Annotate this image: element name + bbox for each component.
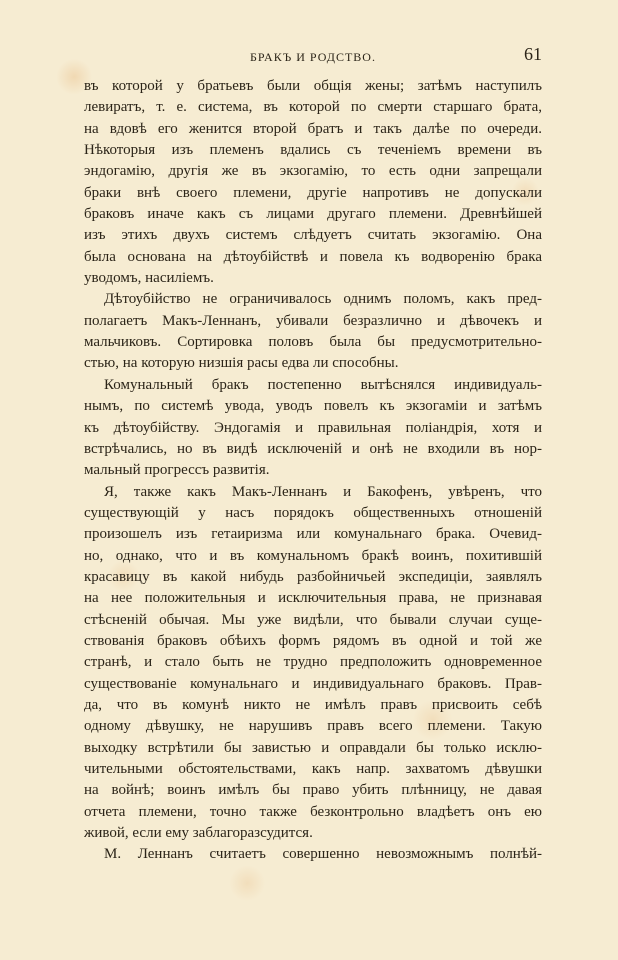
- text-line: эндогамію, другія же въ экзогамію, то есть одни запрещали: [84, 163, 542, 180]
- text-line: Комунальный бракъ постепенно вытѣснялся индивидуаль-: [104, 376, 542, 393]
- text-line: да, что въ комунѣ никто не имѣлъ правъ присвоить себѣ: [84, 696, 542, 713]
- text-line: встрѣчались, но въ видѣ исключеній и онѣ не входили въ нор-: [84, 440, 542, 457]
- text-line: была основана на дѣтоубійствѣ и повела къ водворенію брака: [84, 248, 542, 265]
- text-line: изъ этихъ двухъ системъ слѣдуетъ считать экзогамію. Она: [84, 227, 542, 244]
- text-line: стѣсненій обычая. Мы уже видѣли, что бывали случаи суще-: [84, 611, 542, 628]
- text-line: ствованія браковъ обѣихъ формъ рядомъ въ одной и той же: [84, 632, 542, 649]
- text-line: на вдовѣ его женится второй братъ и такъ далѣе по очереди.: [84, 120, 542, 137]
- text-line: мальчиковъ. Сортировка половъ была бы предусмотрительно-: [84, 334, 542, 351]
- text-line: Нѣкоторыя изъ племенъ вдались съ теченіемъ времени въ: [84, 142, 542, 159]
- text-line: уводомъ, насиліемъ.: [84, 270, 214, 287]
- text-line: Я, также какъ Макъ-Леннанъ и Бакофенъ, увѣренъ, что: [104, 483, 542, 500]
- text-line: чительными обстоятельствами, какъ напр. захватомъ дѣвушки: [84, 761, 542, 777]
- text-line: отчета племени, точно также безконтрольно владѣетъ онъ ею: [84, 803, 542, 820]
- text-line: одному дѣвушку, не нарушивъ правъ всего племени. Такую: [84, 718, 542, 735]
- text-line: къ дѣтоубійству. Эндогамія и правильная поліандрія, хотя и: [84, 419, 542, 436]
- text-line: нымъ, по системѣ увода, уводъ повелъ къ экзогаміи и затѣмъ: [84, 398, 542, 415]
- text-line: странѣ, и стало быть не трудно предположить одновременное: [84, 654, 542, 671]
- page-number: 61: [524, 44, 542, 64]
- running-title: БРАКЪ И РОДСТВО.: [250, 50, 376, 64]
- text-line: существующій у насъ порядокъ общественныхъ отношеній: [84, 504, 542, 521]
- text-line: на войнѣ; воинъ имѣлъ бы право убить плѣнницу, не давая: [84, 782, 542, 799]
- text-line: живой, если ему заблагоразсудится.: [84, 825, 313, 842]
- text-line: Дѣтоубійство не ограничивалось однимъ поломъ, какъ пред-: [104, 291, 542, 308]
- body-text: [84, 76, 542, 866]
- page-header: [84, 44, 542, 74]
- text-line: существованіе комунальнаго и индивидуальнаго браковъ. Прав-: [84, 675, 542, 692]
- text-line: въ которой у братьевъ были общія жены; затѣмъ наступилъ: [84, 78, 542, 94]
- text-line: красавицу въ какой нибудь разбойничьей экспедиціи, заявлялъ: [84, 568, 542, 585]
- text-line: на нее положительныя и исключительныя права, не признавая: [84, 590, 542, 607]
- text-line: произошелъ изъ гетаиризма или комунальнаго брака. Очевид-: [84, 526, 542, 543]
- text-line: полагаетъ Макъ-Леннанъ, убивали безразлично и дѣвочекъ и: [84, 312, 542, 329]
- text-line: выходку встрѣтили бы завистью и оправдали бы только исклю-: [84, 739, 542, 756]
- text-line: браки внѣ своего племени, другіе напротивъ не допускали: [84, 184, 542, 201]
- text-line: стью, на которую низшія расы едва ли способны.: [84, 355, 399, 372]
- text-line: но, однако, что и въ комунальномъ бракѣ воинъ, похитившій: [84, 547, 542, 564]
- text-line: мальный прогрессъ развитія.: [84, 462, 270, 479]
- text-line: левиратъ, т. е. система, въ которой по смерти старшаго брата,: [84, 99, 542, 116]
- text-line: браковъ иначе какъ съ лицами другаго племени. Древнѣйшей: [84, 206, 542, 223]
- text-line: М. Леннанъ считаетъ совершенно невозможнымъ полнѣй-: [104, 846, 542, 863]
